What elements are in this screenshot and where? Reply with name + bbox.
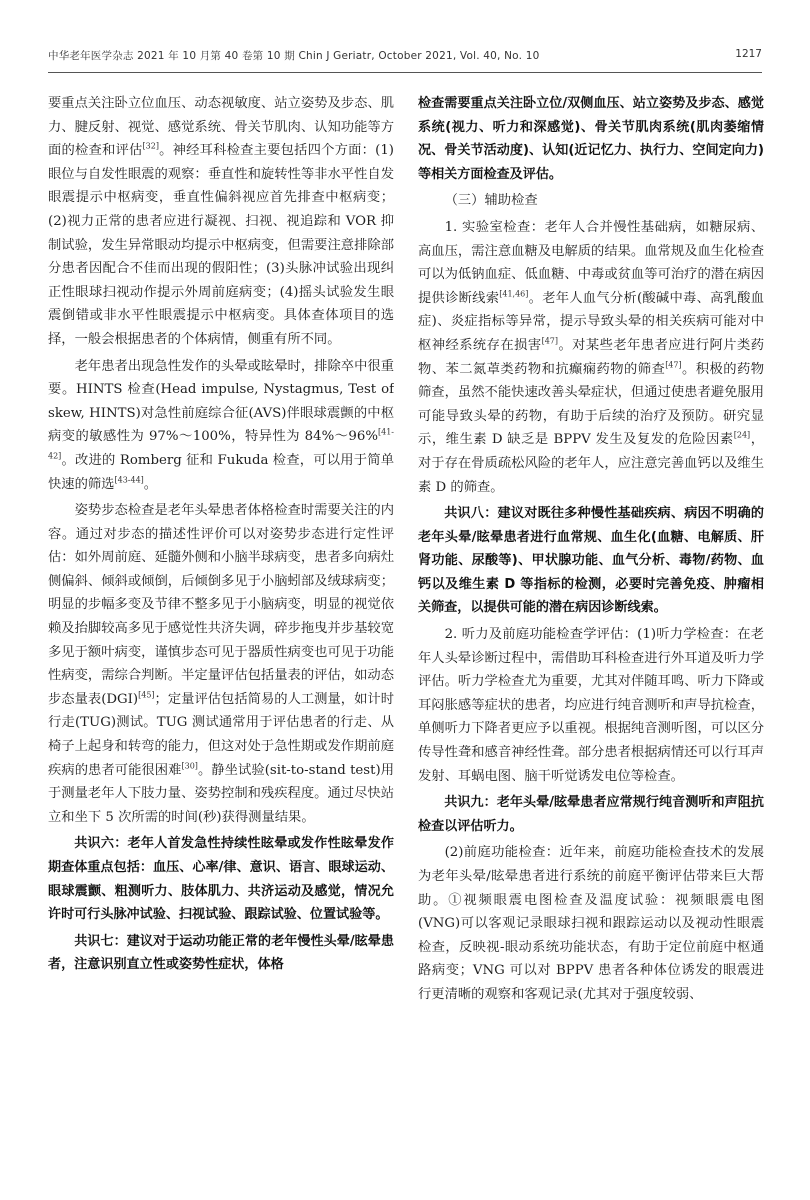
consensus-7-end: 检查需要重点关注卧立位/双侧血压、站立姿势及步态、感觉系统(视力、听力和深感觉)、骨关节肌肉系统(肌肉萎缩情况、骨关节活动度)、认知(近记忆力、执行力、空间定向力)等相关方面检查及评估。 bbox=[418, 96, 764, 182]
citation: [41,46] bbox=[499, 289, 529, 299]
citation: [47] bbox=[665, 360, 682, 370]
citation: [24] bbox=[733, 430, 751, 440]
citation: [45] bbox=[138, 690, 155, 700]
section-heading-auxiliary-exam: （三）辅助检查 bbox=[444, 193, 538, 209]
citation: [32] bbox=[142, 141, 159, 151]
consensus-7-start: 共识七：建议对于运动功能正常的老年慢性头晕/眩晕患者，注意识别直立性或姿势性症状，体格 bbox=[48, 933, 394, 973]
consensus-8: 共识八：建议对既往多种慢性基础疾病、病因不明确的老年头晕/眩晕患者进行血常规、血生化(血糖、电解质、肝肾功能、尿酸等)、甲状腺功能、血气分析、毒物/药物、血钙以及维生素 D 等指标的检测，必要时完善免疫、肿瘤相关筛查，以提供可能的潜在病因诊断线索。 bbox=[418, 506, 764, 616]
paragraph-hearing: 2. 听力及前庭功能检查学评估：(1)听力学检查：在老年人头晕诊断过程中，需借助耳科检查进行外耳道及听力学评估。听力学检查尤为重要，尤其对伴随耳鸣、听力下降或耳闷胀感等症状的患者，均应进行纯音测听和声导抗检查，单侧听力下降者更应予以重视。根据纯音测听图，可以区分传导性聋和感音神经性聋。部分患者根据病情还可以行耳声发射、耳蜗电图、脑干听觉诱发电位等检查。 bbox=[418, 627, 764, 784]
citation: [30] bbox=[181, 761, 198, 771]
page-number: 1217 bbox=[735, 48, 762, 60]
paragraph-hints: 老年患者出现急性发作的头晕或眩晕时，排除卒中很重要。HINTS 检查(Head impulse, Nystagmus, Test of skew, HINTS)对急性前庭综合征(AVS)伴眼球震颤的中枢病变的敏感性为 97%～100%，特异性为 84%～96%[41-42]。改进的 Romberg 征和 Fukuda 检查，可以用于简单快速的筛选[43-44]。 bbox=[48, 358, 394, 492]
paragraph-vestibular: (2)前庭功能检查：近年来，前庭功能检查技术的发展为老年头晕/眩晕患者进行系统的前庭平衡评估带来巨大帮助。①视频眼震电图检查及温度试验：视频眼震电图(VNG)可以客观记录眼球扫视和跟踪运动以及视动性眼震检查，反映视-眼动系统功能状态，有助于定位前庭中枢通路病变；VNG 可以对 BPPV 患者各种体位诱发的眼震进行更清晰的观察和客观记录(尤其对于强度较弱、 bbox=[418, 845, 764, 1002]
journal-citation: 中华老年医学杂志 2021 年 10 月第 40 卷第 10 期 Chin J Geriatr, October 2021, Vol. 40, No. 10 bbox=[48, 50, 540, 62]
right-column bbox=[418, 92, 764, 1182]
paragraph-neuro-exam: 要重点关注卧立位血压、动态视敏度、站立姿势及步态、肌力、腱反射、视觉、感觉系统、骨关节肌肉、认知功能等方面的检查和评估[32]。神经耳科检查主要包括四个方面：(1)眼位与自发性眼震的观察：垂直性和旋转性等非水平性自发眼震提示中枢病变，垂直性偏斜视应首先排查中枢病变；(2)视力正常的患者应进行凝视、扫视、视追踪和 VOR 抑制试验，发生异常眼动均提示中枢病变，但需要注意排除部分患者因配合不佳而出现的假阳性；(3)头脉冲试验出现纠正性眼球扫视动作提示外周前庭病变；(4)摇头试验发生眼震倒错或非水平性眼震提示中枢病变。具体查体项目的选择，一般会根据患者的个体病情，侧重有所不同。 bbox=[48, 96, 394, 347]
consensus-6: 共识六：老年人首发急性持续性眩晕或发作性眩晕发作期查体重点包括：血压、心率/律、意识、语言、眼球运动、眼球震颤、粗测听力、肢体肌力、共济运动及感觉，情况允许时可行头脉冲试验、扫视试验、跟踪试验、位置试验等。 bbox=[48, 836, 394, 923]
consensus-9: 共识九：老年头晕/眩晕患者应常规行纯音测听和声阻抗检查以评估听力。 bbox=[418, 795, 764, 834]
running-header bbox=[48, 44, 762, 68]
left-column bbox=[48, 92, 394, 1182]
paragraph-lab-tests: 1. 实验室检查：老年人合并慢性基础病，如糖尿病、高血压，需注意血糖及电解质的结果。血常规及血生化检查可以为低钠血症、低血糖、中毒或贫血等可治疗的潜在病因提供诊断线索[41,46]。老年人血气分析(酸碱中毒、高乳酸血症)、炎症指标等异常，提示导致头晕的相关疾病可能对中枢神经系统存在损害[47]。对某些老年患者应进行阿片类药物、苯二氮䓬类药物和抗癫痫药物的筛查[47]。积极的药物筛查，虽然不能快速改善头晕症状，但通过使患者避免服用可能导致头晕的药物，有助于后续的治疗及预防。研究显示，维生素 D 缺乏是 BPPV 发生及复发的危险因素[24]，对于存在骨质疏松风险的老年人，应注意完善血钙以及维生素 D 的筛查。 bbox=[418, 219, 764, 495]
citation: [47] bbox=[541, 336, 559, 346]
citation: [43-44] bbox=[114, 475, 144, 485]
paragraph-gait: 姿势步态检查是老年头晕患者体格检查时需要关注的内容。通过对步态的描述性评价可以对姿势步态进行定性评估：如外周前庭、延髓外侧和小脑半球病变，患者多向病灶侧偏斜、倾斜或倾倒，后倾倒多见于小脑蚓部及绒球病变；明显的步幅多变及节律不整多见于小脑病变，明显的视觉依赖及抬脚较高多见于感觉性共济失调，碎步拖曳并步基较宽多见于额叶病变，谨慎步态可见于器质性病变也可见于功能性病变，需综合判断。半定量评估包括量表的评估，如动态步态量表(DGI)[45]；定量评估包括简易的人工测量，如计时行走(TUG)测试。TUG 测试通常用于评估患者的行走、从椅子上起身和转弯的能力，但这对处于急性期或发作期前庭疾病的患者可能很困难[30]。静坐试验(sit-to-stand test)用于测量老年人下肢力量、姿势控制和残疾程度。通过尽快站立和坐下 5 次所需的时间(秒)获得测量结果。 bbox=[48, 503, 394, 825]
header-rule bbox=[48, 72, 762, 73]
citation: [41-42] bbox=[48, 427, 394, 461]
